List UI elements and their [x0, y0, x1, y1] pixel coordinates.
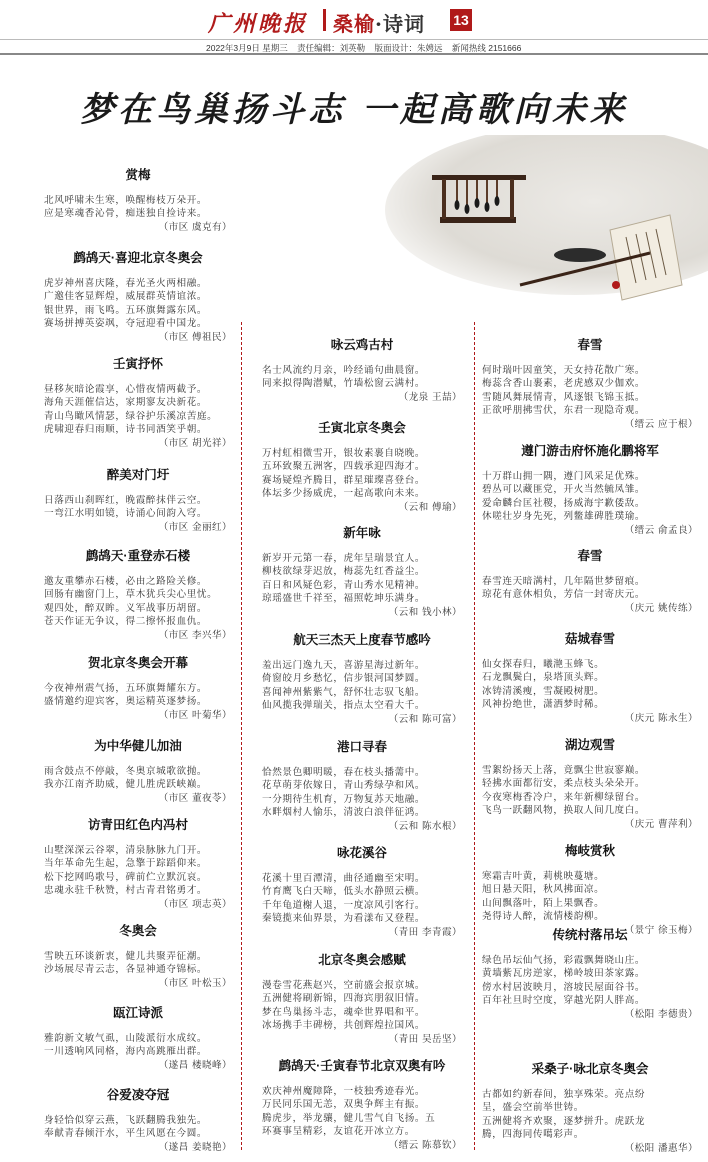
- poem-author: （市区 傅祖民）: [158, 331, 232, 343]
- poem: [482, 1059, 698, 1155]
- page-number-badge: 13: [450, 9, 472, 31]
- poem: [44, 1003, 232, 1072]
- poem-line: 秦镜揽来仙界景，为看漾布又登程。: [262, 913, 426, 925]
- poem-line: 山间飘落叶，陌上果飘香。: [482, 897, 605, 909]
- poem-line: 应是寒魂香沁骨，痴迷独自捡诗来。: [44, 208, 208, 220]
- poem-line: 漫卷雪花燕赵兴，空前盛会报京城。: [262, 980, 426, 991]
- poem-line: 倚窗皎月乡愁忆，信步银河国梦圆。: [262, 673, 426, 685]
- poem-author: （松阳 潘惠华）: [624, 1142, 698, 1154]
- poem-line: 回肠有幽窗门上，草木犹兵尖心里忧。: [44, 589, 218, 601]
- poem-line: 羞出远门逸九天，喜游星海过新年。: [262, 660, 426, 671]
- poem-body: [482, 764, 698, 818]
- poem-line: 梅蕊含香山裹素，老虎感双少伽欢。: [482, 378, 646, 390]
- info-bar: [0, 41, 708, 55]
- poem-body: [44, 1114, 232, 1141]
- poem: [44, 653, 232, 722]
- poem-line: 轻拂水面都衍安，柔点枝头朵朵开。: [482, 778, 646, 790]
- poem-line: 雨含鼓点不停敲，冬奥京城歌欲抛。: [44, 766, 208, 777]
- editor-credit: 责任编辑：刘英勒: [297, 43, 366, 53]
- poem-line: 腾，四海同传噶彩声。: [482, 1129, 584, 1141]
- poem-line: 广邀佳客显辉煌，威展群英情谊浓。: [44, 291, 208, 303]
- poem-line: 百日和风疑色彩，青山秀水见精神。: [262, 579, 426, 591]
- poem-line: 昼移灰暗论霞享，心惜夜情两截予。: [44, 384, 208, 395]
- poem-body: [262, 447, 462, 501]
- poem-line: 千年龟道榭人退，一度凉风引客行。: [262, 899, 426, 911]
- poem-line: 正欲呼朋拂雪伏，东君一现隐奇观。: [482, 405, 646, 417]
- poem-line: 苍天作证无争议，得二擦怀报血仇。: [44, 616, 208, 628]
- newspaper-brand: 广州晚报: [208, 11, 309, 37]
- poem-line: 赛场拼搏英姿飒，夺冠迎看中国龙。: [44, 318, 208, 330]
- poem-author: （市区 董夜苓）: [158, 792, 232, 804]
- column-divider: [241, 322, 242, 1150]
- poem-title: 北京冬奥会感赋: [318, 953, 406, 967]
- poem-body: [262, 659, 462, 713]
- poem-line: 日落西山刹晖红，晚霞醉抹伴云空。: [44, 495, 208, 506]
- poem-body: [482, 870, 698, 924]
- poem-author: （云和 陈可富）: [388, 713, 462, 725]
- masthead-separator: [323, 9, 326, 31]
- poem-line: 环赛事呈精彩，友谊花开冰立方。: [262, 1126, 415, 1138]
- poem-line: 琼瑶盛世千祥至，福照乾坤乐满身。: [262, 593, 426, 605]
- poem: [262, 418, 462, 514]
- poem-title: 传统村落吊坛: [552, 928, 628, 942]
- poem-author: （市区 胡光祥）: [158, 437, 232, 449]
- poem-title: 咏花溪谷: [336, 846, 387, 860]
- poem-line: 山墅深深云谷翠，清泉脉脉九门开。: [44, 845, 208, 856]
- poem-body: [44, 575, 232, 629]
- poem-line: 百年社旦时空度，穿越光阴人胖高。: [482, 995, 646, 1007]
- poem-title: 遵门游击府怀施化鹏将军: [521, 444, 659, 458]
- poem-line: 雪映五环谈新衷，健儿共聚弄征潮。: [44, 951, 208, 962]
- poem-line: 碧丛可以藏匪党，开火当然毓凤雏。: [482, 484, 646, 496]
- poem-line: 当年革命先生起，急擎于踪蹈仰来。: [44, 858, 208, 870]
- poem-body: [44, 682, 232, 709]
- poem-line: 何时瑞叶因童笑，天女持花散广寒。: [482, 365, 646, 376]
- poem: [482, 546, 698, 615]
- poem-line: 五环致聚五洲客，四载承迎四海才。: [262, 461, 426, 473]
- poem: [44, 921, 232, 990]
- poem-line: 邀友重攀赤石楼，必由之路险关修。: [44, 576, 208, 587]
- poem-line: 雪絮纷扬天上落，竟飘尘世寂寥巅。: [482, 765, 646, 776]
- poem-line: 奉献青春倾汗水，平生风愿在今圆。: [44, 1128, 208, 1140]
- poem-title: 壬寅抒怀: [112, 357, 163, 371]
- poem: [482, 441, 698, 537]
- poem-line: 腾虎步，举龙骧，健儿雪气自飞扬。五: [262, 1112, 436, 1124]
- news-hotline: 新闻热线 2151666: [451, 43, 522, 53]
- poem-line: 柳枝欲绿芽迟放，梅蕊先红香益尘。: [262, 566, 426, 578]
- poem-body: [262, 364, 462, 391]
- poem-line: 古都如约新春间，独享殊荣。亮点纷: [482, 1089, 646, 1100]
- poem-line: 松下挖网呜歌号，碑前伫立默沉哀。: [44, 871, 208, 883]
- poem-line: 新岁开元第一春，虎年呈瑞景宜人。: [262, 553, 426, 564]
- poem-title: 航天三杰天上度春节感吟: [293, 633, 431, 647]
- poem-title: 港口寻春: [336, 740, 387, 754]
- poem-body: [482, 658, 698, 712]
- ink-art-illustration: [370, 135, 708, 330]
- poem-title: 鹧鸪天·喜迎北京冬奥会: [73, 251, 203, 265]
- poem-line: 恰然景色卿明暖，春在枝头播薷中。: [262, 767, 426, 778]
- poem-title: 采桑子·咏北京冬奥会: [531, 1062, 649, 1076]
- poem-line: 虎啸迎春归雨顺，诗书同酒笑乎朝。: [44, 424, 208, 436]
- poem-title: 瓯江诗派: [112, 1006, 163, 1020]
- issue-date: 2022年3月9日 星期三: [206, 43, 288, 53]
- poem-line: 盛情邀约迎宾客，奥运精英逐梦扬。: [44, 696, 208, 708]
- poem-author: （市区 叶松玉）: [158, 977, 232, 989]
- poem-author: （遂昌 楼晓峰）: [158, 1059, 232, 1071]
- poem-body: [482, 470, 698, 524]
- poem-body: [44, 765, 232, 792]
- poem-title: 谷爱凌夺冠: [106, 1088, 170, 1102]
- poem-author: （庆元 姚传练）: [624, 602, 698, 614]
- poem-body: [482, 954, 698, 1008]
- poem-line: 尧得诗人醉，流情楼韵柳。: [482, 911, 605, 923]
- poem-body: [44, 383, 232, 437]
- poem: [482, 925, 698, 1021]
- poem: [262, 843, 462, 939]
- poem: [262, 1056, 462, 1152]
- column-divider: [474, 322, 475, 1150]
- poem: [482, 629, 698, 725]
- poem-line: 喜闻神州紫紫气，舒怀壮志驭飞船。: [262, 686, 426, 698]
- poem: [262, 630, 462, 726]
- poem-line: 飞鸟一跃翻风物，换取人间几度白。: [482, 805, 646, 817]
- section-name: 桑榆: [333, 12, 375, 36]
- poem-line: 梦在鸟巢扬斗志，魂牵世界唱和平。: [262, 1006, 426, 1018]
- poem-line: 忠魂永驻千秋赞，村古青君铭勇才。: [44, 885, 208, 897]
- poem: [44, 465, 232, 534]
- poem-body: [262, 766, 462, 820]
- poem-line: 欢庆神州魔障降，一枝独秀迹春光。: [262, 1086, 426, 1097]
- poem-line: 琼花有意休相负，芳信一封寄庆元。: [482, 589, 646, 601]
- poem-author: （缙云 应于根）: [624, 418, 698, 430]
- poem-line: 花草萌芽依嫁日，青山秀绿孕和风。: [262, 780, 426, 792]
- poem-author: （市区 虞克有）: [158, 221, 232, 233]
- poem-line: 石龙飘鬓白，泉塔顶头辉。: [482, 672, 605, 684]
- section-sub: ·诗词: [375, 12, 425, 36]
- poem-body: [262, 979, 462, 1033]
- poem-title: 咏云鸡古村: [330, 338, 394, 352]
- poem-author: （云和 陈水根）: [388, 820, 462, 832]
- poem-line: 水畔烟村人愉乐，清波白浪伴征鸿。: [262, 807, 426, 819]
- poem-line: 沙场展尽青云志，各显神通夺锦标。: [44, 964, 208, 976]
- poem-line: 青山鸟瞰风情瑟，绿谷护乐溪凉苦庭。: [44, 410, 218, 422]
- poem-line: 傍水村居波映月，溶坡民屋面谷书。: [482, 981, 646, 993]
- poem-title: 梅岐赏秋: [564, 844, 615, 858]
- poem-line: 观四处，醉双眸。义军战事历胡留。: [44, 602, 208, 614]
- poem-title: 贺北京冬奥会开幕: [87, 656, 188, 670]
- poem-body: [44, 277, 232, 331]
- poem: [482, 335, 698, 431]
- poem-body: [262, 1085, 462, 1139]
- poem-line: 银世界，雨飞鸣。五环旗舞露东风。: [44, 304, 208, 316]
- poem-line: 冰铸清溪瘦，雪凝殿树肥。: [482, 685, 605, 697]
- poem-body: [44, 950, 232, 977]
- poem-author: （云和 钱小林）: [388, 606, 462, 618]
- poem-author: （龙泉 王喆）: [398, 391, 462, 403]
- poem-line: 一分期待生机育，万物复苏天地融。: [262, 793, 426, 805]
- poem: [44, 736, 232, 805]
- poem-line: 风神扮绝世，潇洒梦时稀。: [482, 699, 605, 711]
- poem-body: [44, 1032, 232, 1059]
- poem-body: [44, 844, 232, 898]
- poem-author: （市区 李兴华）: [158, 629, 232, 641]
- poem-line: 同来拟得陶潜赋，竹墙松窗云满村。: [262, 378, 426, 390]
- poem-body: [262, 552, 462, 606]
- poem-line: 黄墙紫瓦房逆家，梯岭坡田茶家露。: [482, 968, 646, 980]
- designer-credit: 版面设计：朱娉远: [374, 43, 443, 53]
- poem-line: 冰场携手丰碑榜，共创辉煌拉国风。: [262, 1020, 426, 1032]
- poem-line: 一弯江水明如镜，诗涌心间韵入穹。: [44, 508, 208, 520]
- poem-line: 今夜神州震气扬，五环旗舞耀东方。: [44, 683, 208, 694]
- poem-title: 壬寅北京冬奥会: [318, 421, 406, 435]
- poem-line: 体坛多少扬威虎，一起高歌向未来。: [262, 488, 426, 500]
- poem-title: 冬奥会: [119, 924, 157, 938]
- poem-line: 万村虹相微雪开，银妆素裹自晓晚。: [262, 448, 426, 459]
- poem-line: 雅韵新文敏气虱，山陵派衍水成纹。: [44, 1033, 208, 1044]
- poem-line: 寒霜吉叶黄，莉桃映蔓塘。: [482, 871, 605, 882]
- poem-author: （遂昌 姜晓艳）: [158, 1141, 232, 1153]
- poem-line: 万民同乐国无恙，双奥争辉主有振。: [262, 1099, 426, 1111]
- poem-line: 仙风揽我弹瑞关，指点太空看大千。: [262, 700, 426, 712]
- poem-line: 竹育鹰飞白天啼，低头水静照云横。: [262, 886, 426, 898]
- poem-author: （云和 傅瑜）: [398, 501, 462, 513]
- poem-line: 仙女探春归，曦滟玉蜂飞。: [482, 659, 605, 670]
- poem-line: 旭日悬天阳，秋风拂面凉。: [482, 884, 605, 896]
- poem-author: （市区 叶菊华）: [158, 709, 232, 721]
- poem-author: （青田 李青霞）: [388, 926, 462, 938]
- poem: [44, 1085, 232, 1154]
- poem-body: [482, 364, 698, 418]
- poem-author: （市区 项志英）: [158, 898, 232, 910]
- page-headline: 梦在鸟巢扬斗志 一起高歌向未来: [80, 90, 628, 130]
- poem-author: （景宁 徐玉梅）: [624, 924, 698, 936]
- poem: [482, 841, 698, 937]
- poem-title: 春雪: [577, 338, 603, 352]
- poem-line: 一川透响风同格，海内高跳雁出群。: [44, 1046, 208, 1058]
- poem-line: 五洲健将刷新锦，四海宾朋叙旧情。: [262, 993, 426, 1005]
- poem-title: 为中华健儿加油: [94, 739, 182, 753]
- poem-line: 今夜寒梅香冷户，来年新柳绿留台。: [482, 791, 646, 803]
- poem-line: 名士风流约月亲，吟经诵句曲晨窗。: [262, 365, 426, 376]
- poem-title: 醉美对门圩: [106, 468, 170, 482]
- poem-line: 赛场疑煌齐腾目，群星璀璨喜登台。: [262, 474, 426, 486]
- paper-scroll: [610, 215, 682, 300]
- poem: [262, 737, 462, 833]
- poem-line: 休嗟壮岁身先死，列鳖雄碑胜璞瑜。: [482, 511, 646, 523]
- poem-body: [482, 1088, 698, 1142]
- poem: [262, 523, 462, 619]
- poem-body: [482, 575, 698, 602]
- poem-title: 春雪: [577, 549, 603, 563]
- poem: [44, 165, 232, 234]
- poem-line: 爱命麟台匡社稷，扬威海宇歉倭敌。: [482, 497, 646, 509]
- poem-title: 鹧鸪天·重登赤石楼: [85, 549, 191, 563]
- poem-line: 五洲健将齐欢聚，逐梦拼升。虎跃龙: [482, 1115, 646, 1127]
- ink-stone: [554, 248, 606, 262]
- poem: [262, 950, 462, 1046]
- poem: [44, 815, 232, 911]
- poem-title: 湖边观雪: [564, 738, 615, 752]
- masthead: [0, 0, 708, 40]
- poem-title: 鹧鸪天·壬寅春节北京双奥有吟: [278, 1059, 446, 1073]
- poem-body: [262, 872, 462, 926]
- poem: [262, 335, 462, 404]
- brush-rack-base: [440, 217, 516, 223]
- poem-line: 春雪连天暗满村，几年隔世梦留痕。: [482, 576, 646, 587]
- poem-body: [44, 194, 232, 221]
- poem-line: 我亦江南齐助威，健儿胜虎跃峡巅。: [44, 779, 208, 791]
- poem-line: 花溪十里百潭清，曲径通幽至宋明。: [262, 873, 426, 884]
- poem-title: 赏梅: [125, 168, 151, 182]
- red-seal: [612, 281, 620, 289]
- poem-author: （庆元 曹萍利）: [624, 818, 698, 830]
- poem-line: 北风呼啸未生寒，唤醒梅枝万朵开。: [44, 195, 208, 206]
- poem-line: 十万群山拥一隅，遵门风采足优殊。: [482, 471, 646, 482]
- poem-author: （松阳 李德贵）: [624, 1008, 698, 1020]
- poem-author: （缙云 俞孟良）: [624, 524, 698, 536]
- poem-line: 呈，盛会空前举世铸。: [482, 1102, 584, 1114]
- poem-line: 身轻恰似穿云燕，飞跃翻腾我独先。: [44, 1115, 208, 1126]
- poem: [44, 546, 232, 642]
- poem-author: （青田 吴岳坚）: [388, 1033, 462, 1045]
- section-title: [333, 8, 425, 37]
- poem: [482, 735, 698, 831]
- poem-line: 绿色吊坛仙气扬，彩霞飘舞晓山庄。: [482, 955, 646, 966]
- poem-author: （庆元 陈永生）: [624, 712, 698, 724]
- poem-author: （市区 金丽红）: [158, 521, 232, 533]
- poem-author: （缙云 陈慕钦）: [388, 1139, 462, 1151]
- poem-body: [44, 494, 232, 521]
- poem-title: 菇城春雪: [564, 632, 615, 646]
- poem-line: 雪随风舞展情青，风逐银飞锦玉抵。: [482, 391, 646, 403]
- poem-title: 访青田红色内冯村: [87, 818, 188, 832]
- poem: [44, 354, 232, 450]
- poem-title: 新年咏: [343, 526, 381, 540]
- poem: [44, 248, 232, 344]
- poem-line: 虎岁神州喜庆隆，春光圣火两相融。: [44, 278, 208, 289]
- poem-line: 海角天涯催信达，家期寥友决新花。: [44, 397, 208, 409]
